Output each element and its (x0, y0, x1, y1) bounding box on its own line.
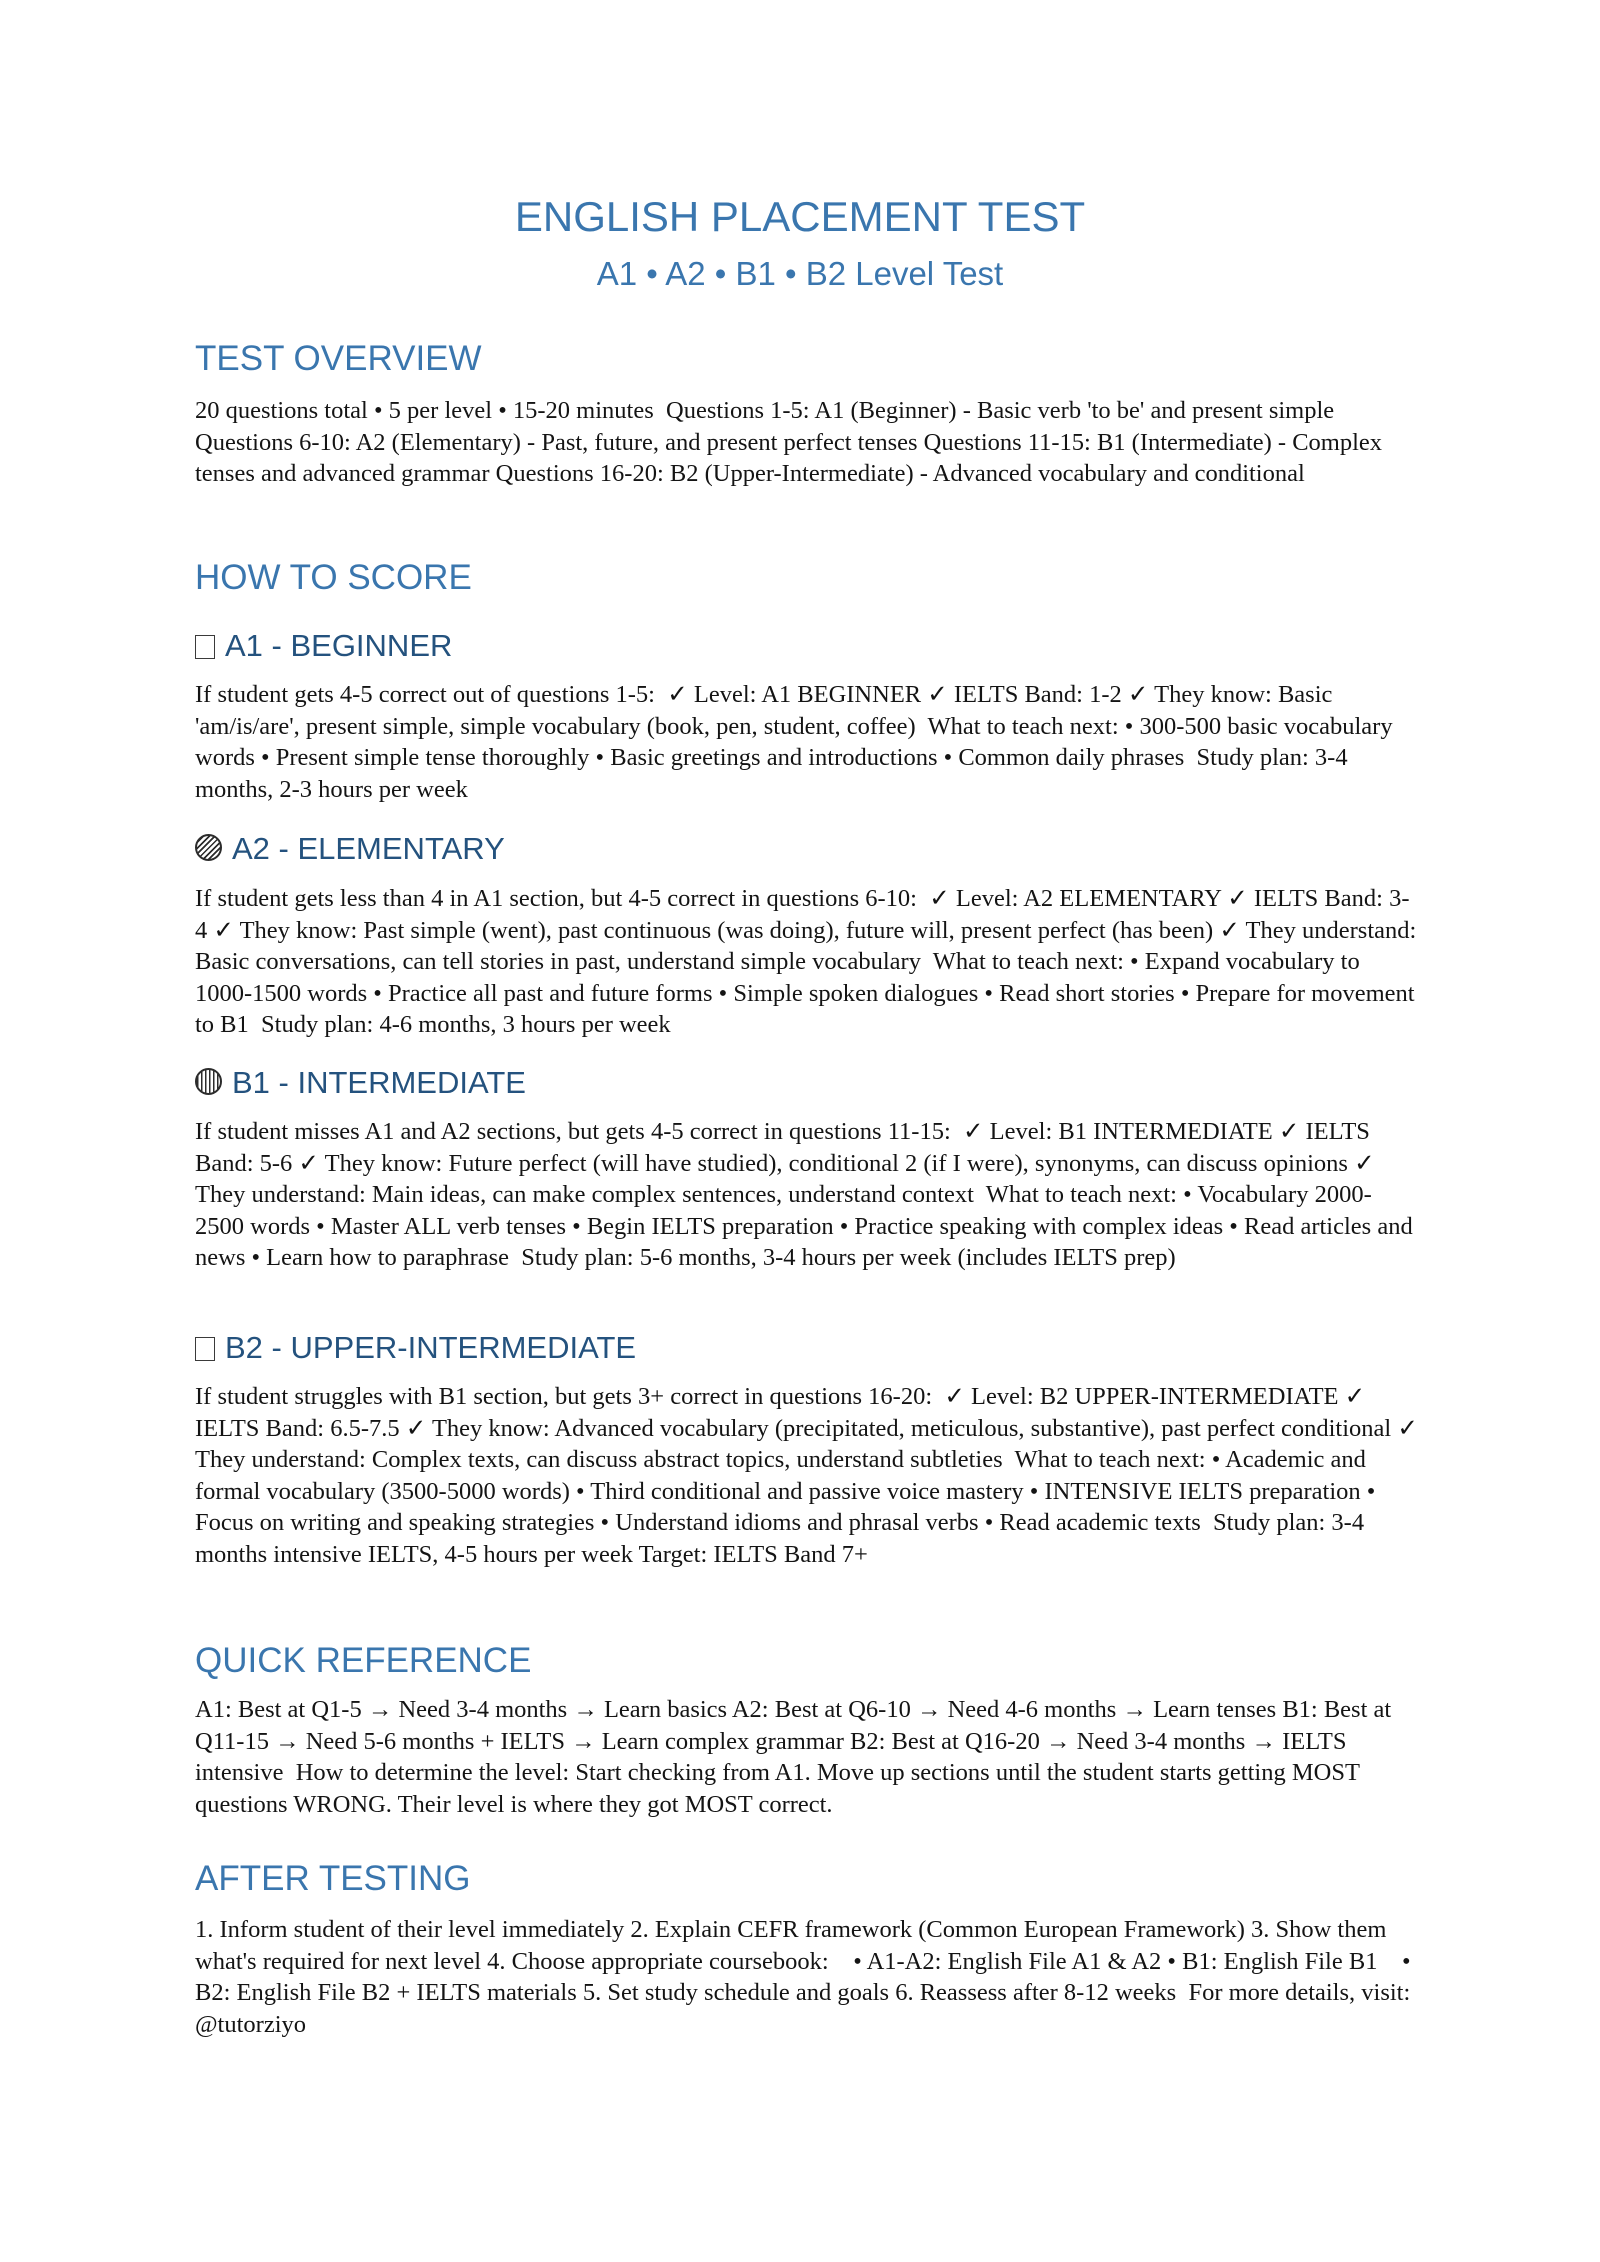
level-a2-heading (195, 830, 505, 868)
level-b2-title: B2 - UPPER-INTERMEDIATE (225, 1330, 637, 1365)
level-a2-text: If student gets less than 4 in A1 section, but 4-5 correct in questions 6-10: ✓ Level: A2 ELEMENTARY ✓ IELTS Band: 3-4 ✓ They know: Past simple (went), past continuous (was doing), future will, present perfect (has been) ✓ They understand: Basic conversations, can tell stories in past, understand simple vocabulary What to teach next: • Expand vocabulary to 1000-1500 words • Practice all past and future forms • Simple spoken dialogues • Read short stories • Prepare for movement to B1 Study plan: 4-6 months, 3 hours per week (195, 885, 1423, 1038)
level-b2-heading (195, 1329, 636, 1367)
quick-reference-heading: QUICK REFERENCE (195, 1641, 532, 1680)
level-a1-heading (195, 627, 452, 665)
overview-heading: TEST OVERVIEW (195, 339, 482, 378)
level-a1-title: A1 - BEGINNER (225, 628, 453, 663)
after-testing-heading: AFTER TESTING (195, 1859, 471, 1898)
box-icon (195, 1337, 215, 1361)
page-subtitle: A1 • A2 • B1 • B2 Level Test (596, 255, 1004, 292)
after-testing-text: 1. Inform student of their level immediately 2. Explain CEFR framework (Common European Framework) 3. Show them what's required for next level 4. Choose appropriate coursebook: • A1-A2: English File A1 & A2 • B1: English File B1 • B2: English File B2 + IELTS materials 5. Set study schedule and goals 6. Reassess after 8-12 weeks For more details, visit: @tutorziyo (195, 1916, 1417, 2038)
scoring-heading: HOW TO SCORE (195, 558, 472, 597)
page-title: ENGLISH PLACEMENT TEST (514, 193, 1086, 240)
overview-text: 20 questions total • 5 per level • 15-20 minutes Questions 1-5: A1 (Beginner) - Basic verb 'to be' and present simple Questions 6-10: A2 (Elementary) - Past, future, and present perfect tenses Questions 11-15: B1 (Intermediate) - Complex tenses and advanced grammar Questions 16-20: B2 (Upper-Intermediate) - Advanced vocabulary and conditional (195, 397, 1389, 487)
level-b1-heading (195, 1064, 526, 1102)
level-b2-text: If student struggles with B1 section, but gets 3+ correct in questions 16-20: ✓ Level: B2 UPPER-INTERMEDIATE ✓ IELTS Band: 6.5-7.5 ✓ They know: Advanced vocabulary (precipitated, meticulous, substantive), past perfect conditional ✓ They understand: Complex texts, can discuss abstract topics, understand subtleties What to teach next: • Academic and formal vocabulary (3500-5000 words) • Third conditional and passive voice mastery • INTENSIVE IELTS preparation • Focus on writing and speaking strategies • Understand idioms and phrasal verbs • Read academic texts Study plan: 3-4 months intensive IELTS, 4-5 hours per week Target: IELTS Band 7+ (195, 1383, 1424, 1568)
quick-reference-text: A1: Best at Q1-5 → Need 3-4 months → Learn basics A2: Best at Q6-10 → Need 4-6 months → Learn tenses B1: Best at Q11-15 → Need 5-6 months + IELTS → Learn complex grammar B2: Best at Q16-20 → Need 3-4 months → IELTS intensive How to determine the level: Start checking from A1. Move up sections until the student starts getting MOST questions WRONG. Their level is where they got MOST correct. (195, 1696, 1398, 1818)
level-b1-text: If student misses A1 and A2 sections, but gets 4-5 correct in questions 11-15: ✓ Level: B1 INTERMEDIATE ✓ IELTS Band: 5-6 ✓ They know: Future perfect (will have studied), conditional 2 (if I were), synonyms, can discuss opinions ✓ They understand: Main ideas, can make complex sentences, understand context What to teach next: • Vocabulary 2000-2500 words • Master ALL verb tenses • Begin IELTS preparation • Practice speaking with complex ideas • Read articles and news • Learn how to paraphrase Study plan: 5-6 months, 3-4 hours per week (includes IELTS prep) (195, 1118, 1419, 1271)
striped-circle-icon (195, 834, 222, 861)
level-a2-title: A2 - ELEMENTARY (232, 831, 505, 866)
level-b1-title: B1 - INTERMEDIATE (232, 1065, 526, 1100)
striped-circle-icon (195, 1068, 222, 1095)
box-icon (195, 635, 215, 659)
level-a1-text: If student gets 4-5 correct out of questions 1-5: ✓ Level: A1 BEGINNER ✓ IELTS Band: 1-2 ✓ They know: Basic 'am/is/are', present simple, simple vocabulary (book, pen, student, coffee) What to teach next: • 300-500 basic vocabulary words • Present simple tense thoroughly • Basic greetings and introductions • Common daily phrases Study plan: 3-4 months, 2-3 hours per week (195, 681, 1399, 803)
